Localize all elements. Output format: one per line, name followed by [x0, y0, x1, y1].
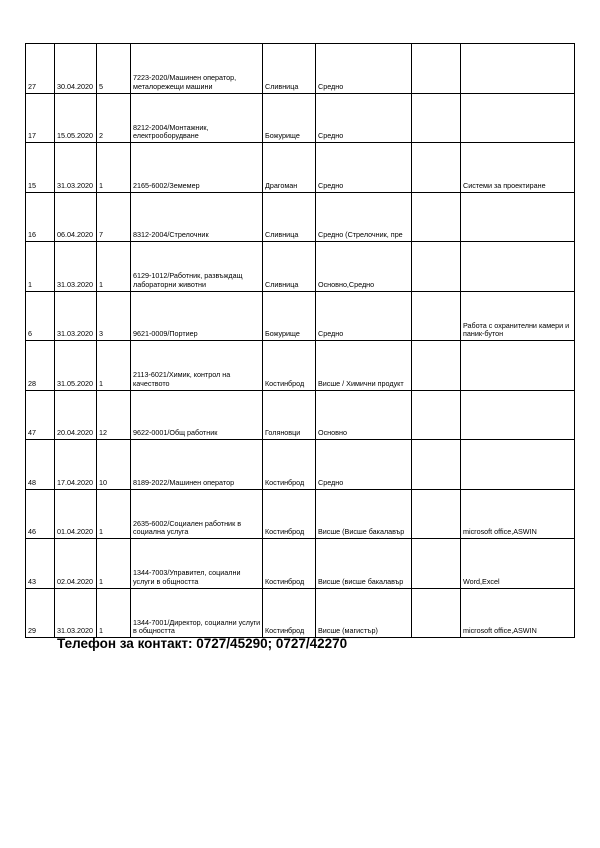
cell-skills	[461, 341, 575, 391]
cell-position: 1344-7003/Управител, социални услуги в общността	[131, 539, 263, 589]
cell-extra	[412, 44, 461, 94]
cell-education: Основно,Средно	[316, 242, 412, 292]
table-row	[26, 588, 575, 638]
cell-education: Средно	[316, 44, 412, 94]
cell-education: Основно	[316, 390, 412, 440]
cell-id: 48	[26, 440, 55, 490]
cell-skills	[461, 93, 575, 143]
cell-extra	[412, 143, 461, 193]
cell-extra	[412, 390, 461, 440]
cell-extra	[412, 242, 461, 292]
cell-count: 1	[97, 242, 131, 292]
cell-id: 46	[26, 489, 55, 539]
cell-position: 2165-6002/Земемер	[131, 143, 263, 193]
cell-date: 01.04.2020	[55, 489, 97, 539]
cell-count: 1	[97, 588, 131, 638]
cell-position: 6129-1012/Работник, развъждащ лабораторни животни	[131, 242, 263, 292]
table-row	[26, 440, 575, 490]
cell-id: 43	[26, 539, 55, 589]
cell-date: 31.03.2020	[55, 242, 97, 292]
cell-skills	[461, 192, 575, 242]
cell-position: 9621-0009/Портиер	[131, 291, 263, 341]
cell-count: 2	[97, 93, 131, 143]
cell-education: Висше (магистър)	[316, 588, 412, 638]
vacancies-table	[25, 43, 575, 638]
cell-id: 28	[26, 341, 55, 391]
cell-position: 8312-2004/Стрелочник	[131, 192, 263, 242]
cell-position: 2113-6021/Химик, контрол на качеството	[131, 341, 263, 391]
contact-phone: Телефон за контакт: 0727/45290; 0727/42270	[57, 636, 348, 651]
cell-position: 2635-6002/Социален работник в социална услуга	[131, 489, 263, 539]
cell-extra	[412, 341, 461, 391]
cell-extra	[412, 489, 461, 539]
table-row	[26, 291, 575, 341]
cell-education: Средно (Стрелочник, пре	[316, 192, 412, 242]
cell-education: Средно	[316, 93, 412, 143]
cell-position: 7223-2020/Машинен оператор, металорежещи машини	[131, 44, 263, 94]
cell-id: 1	[26, 242, 55, 292]
cell-city: Голяновци	[263, 390, 316, 440]
table-row	[26, 242, 575, 292]
vacancies-table-body	[26, 44, 575, 638]
table-row	[26, 539, 575, 589]
cell-count: 12	[97, 390, 131, 440]
cell-date: 31.03.2020	[55, 291, 97, 341]
cell-education: Висше (висше бакалавър	[316, 539, 412, 589]
cell-count: 3	[97, 291, 131, 341]
cell-education: Висше / Химични продукт	[316, 341, 412, 391]
cell-id: 15	[26, 143, 55, 193]
cell-position: 8212-2004/Монтажник, електрооборудване	[131, 93, 263, 143]
table-row	[26, 489, 575, 539]
cell-id: 29	[26, 588, 55, 638]
cell-city: Божурище	[263, 291, 316, 341]
cell-date: 30.04.2020	[55, 44, 97, 94]
cell-education: Средно	[316, 143, 412, 193]
cell-count: 1	[97, 143, 131, 193]
cell-extra	[412, 93, 461, 143]
cell-skills: microsoft office,ASWIN	[461, 489, 575, 539]
cell-skills: Word,Excel	[461, 539, 575, 589]
cell-city: Сливница	[263, 192, 316, 242]
cell-date: 31.05.2020	[55, 341, 97, 391]
cell-date: 06.04.2020	[55, 192, 97, 242]
cell-count: 1	[97, 539, 131, 589]
table-row	[26, 192, 575, 242]
cell-city: Костинброд	[263, 440, 316, 490]
cell-date: 31.03.2020	[55, 588, 97, 638]
cell-extra	[412, 539, 461, 589]
cell-id: 16	[26, 192, 55, 242]
cell-date: 31.03.2020	[55, 143, 97, 193]
cell-city: Костинброд	[263, 588, 316, 638]
cell-city: Костинброд	[263, 341, 316, 391]
table-row	[26, 93, 575, 143]
cell-extra	[412, 192, 461, 242]
cell-count: 1	[97, 489, 131, 539]
cell-date: 17.04.2020	[55, 440, 97, 490]
cell-education: Средно	[316, 291, 412, 341]
table-row	[26, 143, 575, 193]
cell-count: 7	[97, 192, 131, 242]
cell-extra	[412, 588, 461, 638]
cell-extra	[412, 440, 461, 490]
cell-count: 10	[97, 440, 131, 490]
cell-skills	[461, 440, 575, 490]
cell-skills: Работа с охранителни камери и паник-бутон	[461, 291, 575, 341]
cell-city: Сливница	[263, 242, 316, 292]
cell-position: 1344-7001/Директор, социални услуги в общността	[131, 588, 263, 638]
table-row	[26, 341, 575, 391]
cell-skills: Системи за проектиране	[461, 143, 575, 193]
cell-position: 8189-2022/Машинен оператор	[131, 440, 263, 490]
cell-education: Висше (Висше бакалавър	[316, 489, 412, 539]
table-row	[26, 390, 575, 440]
cell-position: 9622-0001/Общ работник	[131, 390, 263, 440]
cell-id: 27	[26, 44, 55, 94]
cell-count: 1	[97, 341, 131, 391]
cell-extra	[412, 291, 461, 341]
cell-id: 47	[26, 390, 55, 440]
cell-skills	[461, 44, 575, 94]
cell-city: Божурище	[263, 93, 316, 143]
cell-id: 6	[26, 291, 55, 341]
cell-skills	[461, 390, 575, 440]
table-row	[26, 44, 575, 94]
cell-city: Костинброд	[263, 539, 316, 589]
cell-id: 17	[26, 93, 55, 143]
cell-date: 15.05.2020	[55, 93, 97, 143]
cell-skills: microsoft office,ASWIN	[461, 588, 575, 638]
cell-city: Костинброд	[263, 489, 316, 539]
cell-date: 02.04.2020	[55, 539, 97, 589]
cell-education: Средно	[316, 440, 412, 490]
cell-date: 20.04.2020	[55, 390, 97, 440]
cell-city: Сливница	[263, 44, 316, 94]
cell-skills	[461, 242, 575, 292]
cell-count: 5	[97, 44, 131, 94]
cell-city: Драгоман	[263, 143, 316, 193]
